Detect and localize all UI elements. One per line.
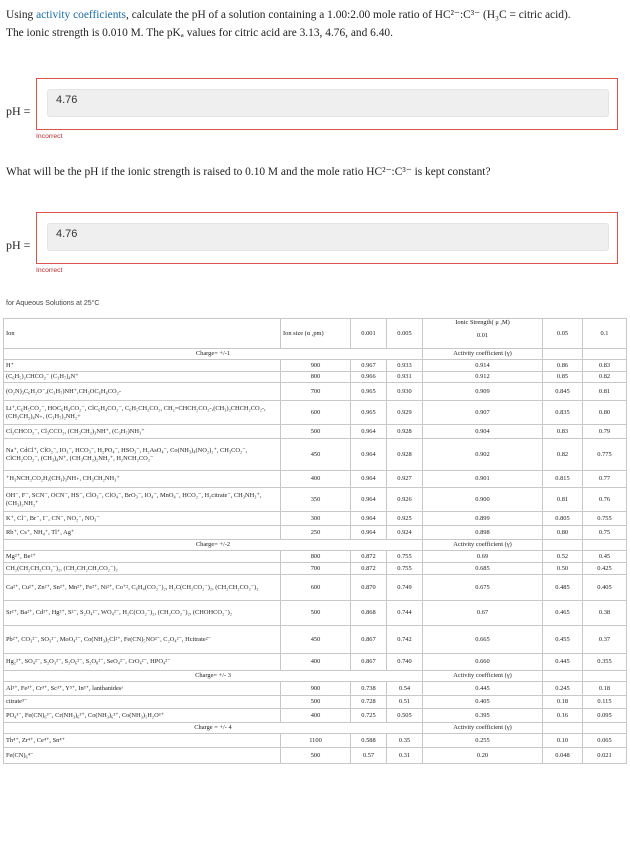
question-1-line2: The ionic strength is 0.010 M. The pKₐ values for citric acid are 3.13, 4.76, and 6.40.: [6, 27, 393, 39]
ion-size-cell: 300: [281, 512, 351, 526]
ion-size-cell: 600: [281, 401, 351, 425]
coefficient-cell: 0.86: [543, 360, 583, 372]
coefficient-cell: 0.904: [423, 425, 543, 439]
ion-size-cell: 600: [281, 575, 351, 601]
ion-cell: OH⁻, F⁻, SCN⁻, OCN⁻, HS⁻, ClO₃⁻, ClO₄⁻, BrO₃⁻, IO₄⁻, MnO₄⁻, HCO₂⁻, H₂citrate⁻, CH₃NH₃⁺, (CH₃)₂NH₂⁺: [4, 488, 281, 512]
coefficient-cell: 0.395: [423, 709, 543, 723]
ion-size-cell: 500: [281, 601, 351, 626]
question-1: [6, 6, 624, 42]
coefficient-cell: 0.740: [387, 654, 423, 671]
coefficient-cell: 0.85: [543, 372, 583, 383]
empty-cell: [543, 540, 583, 551]
ion-cell: ⁺H₃NCH₂CO₂H,(CH₃)₃NH₊, CH₃CH₂NH₃⁺: [4, 471, 281, 488]
ion-cell: Pb²⁺, CO₃²⁻, SO₃²⁻, MoO₄²⁻, Co(NH₃)₅Cl²⁺, Fe(CN)₅NO²⁻, C₂O₄²⁻, Hcitrate²⁻: [4, 626, 281, 654]
coefficient-cell: 0.355: [583, 654, 627, 671]
activity-coefficient-label: Activity coefficient (γ): [423, 671, 543, 682]
coefficient-cell: 0.20: [423, 748, 543, 764]
ion-size-cell: 700: [281, 563, 351, 575]
coefficient-cell: 0.902: [423, 439, 543, 471]
coefficient-cell: 0.81: [583, 383, 627, 401]
ion-cell: Rb⁺, Cs⁺, NH₄⁺, Tl⁺, Ag⁺: [4, 526, 281, 540]
coefficient-cell: 0.742: [387, 626, 423, 654]
table-row: [4, 654, 627, 671]
ion-size-cell: 900: [281, 360, 351, 372]
coefficient-cell: 0.35: [387, 734, 423, 748]
coefficient-cell: 0.925: [387, 512, 423, 526]
coefficient-cell: 0.76: [583, 488, 627, 512]
coefficient-cell: 0.931: [387, 372, 423, 383]
coefficient-cell: 0.967: [351, 360, 387, 372]
question-2: What will be the pH if the ionic strength is raised to 0.10 M and the mole ratio HC²⁻:C³⁻ is kept constant?: [6, 166, 491, 178]
coefficient-cell: 0.872: [351, 551, 387, 563]
ion-size-cell: 1100: [281, 734, 351, 748]
answer-1-label: pH =: [6, 104, 31, 118]
ion-size-cell: 500: [281, 748, 351, 764]
header-mu-2: 0.005: [387, 319, 423, 349]
table-row: [4, 734, 627, 748]
coefficient-cell: 0.924: [387, 526, 423, 540]
empty-cell: [583, 723, 627, 734]
table-row: [4, 471, 627, 488]
coefficient-cell: 0.930: [387, 383, 423, 401]
header-ion: Ion: [4, 319, 281, 349]
coefficient-cell: 0.907: [423, 401, 543, 425]
coefficient-cell: 0.82: [543, 439, 583, 471]
coefficient-cell: 0.67: [423, 601, 543, 626]
coefficient-cell: 0.870: [351, 575, 387, 601]
header-mu-5: 0.1: [583, 319, 627, 349]
header-mu-1: 0.001: [351, 319, 387, 349]
coefficient-cell: 0.900: [423, 488, 543, 512]
coefficient-cell: 0.095: [583, 709, 627, 723]
ion-cell: Th⁴⁺, Zr⁴⁺, Ce⁴⁺, Sn⁴⁺: [4, 734, 281, 748]
empty-cell: [583, 671, 627, 682]
coefficient-cell: 0.10: [543, 734, 583, 748]
answer-2-label: pH =: [6, 238, 31, 252]
coefficient-cell: 0.665: [423, 626, 543, 654]
activity-coefficient-table: [3, 318, 627, 764]
coefficient-cell: 0.899: [423, 512, 543, 526]
answer-1-input[interactable]: 4.76: [47, 89, 609, 117]
table-row: [4, 488, 627, 512]
table-row: [4, 575, 627, 601]
coefficient-cell: 0.964: [351, 526, 387, 540]
table-row: [4, 526, 627, 540]
coefficient-cell: 0.52: [543, 551, 583, 563]
answer-1-box: [36, 78, 618, 130]
coefficient-cell: 0.928: [387, 425, 423, 439]
table-caption: for Aqueous Solutions at 25°C: [6, 300, 100, 307]
coefficient-cell: 0.45: [583, 551, 627, 563]
answer-2-box: [36, 212, 618, 264]
coefficient-cell: 0.964: [351, 471, 387, 488]
header-ion-size: Ion size (α ,pm): [281, 319, 351, 349]
coefficient-cell: 0.964: [351, 488, 387, 512]
coefficient-cell: 0.901: [423, 471, 543, 488]
coefficient-cell: 0.675: [423, 575, 543, 601]
coefficient-cell: 0.50: [543, 563, 583, 575]
coefficient-cell: 0.83: [583, 360, 627, 372]
coefficient-cell: 0.75: [583, 526, 627, 540]
ion-size-cell: 500: [281, 425, 351, 439]
ion-cell: K⁺, Cl⁻, Br⁻, I⁻, CN⁻, NO₂⁻, NO₃⁻: [4, 512, 281, 526]
coefficient-cell: 0.964: [351, 439, 387, 471]
ion-cell: Ca²⁺, Cu²⁺, Zn²⁺, Sn²⁺, Mn²⁺, Fe²⁺, Ni²⁺, Co⁺², C₆H₄(CO₂⁻)₂, H₂C(CH₂CO₂⁻)₂, (CH₂CH₂CO₂⁻)₂: [4, 575, 281, 601]
table-row: [4, 425, 627, 439]
coefficient-cell: 0.725: [351, 709, 387, 723]
coefficient-cell: 0.405: [583, 575, 627, 601]
coefficient-cell: 0.755: [387, 551, 423, 563]
coefficient-cell: 0.38: [583, 601, 627, 626]
coefficient-cell: 0.048: [543, 748, 583, 764]
coefficient-cell: 0.80: [543, 526, 583, 540]
coefficient-cell: 0.872: [351, 563, 387, 575]
coefficient-cell: 0.445: [423, 682, 543, 696]
coefficient-cell: 0.867: [351, 626, 387, 654]
coefficient-cell: 0.51: [387, 696, 423, 709]
ion-cell: citrate³⁻: [4, 696, 281, 709]
coefficient-cell: 0.81: [543, 488, 583, 512]
coefficient-cell: 0.405: [423, 696, 543, 709]
coefficient-cell: 0.805: [543, 512, 583, 526]
header-mu-4: 0.05: [543, 319, 583, 349]
empty-cell: [543, 671, 583, 682]
coefficient-cell: 0.927: [387, 471, 423, 488]
empty-cell: [543, 349, 583, 360]
coefficient-cell: 0.965: [351, 401, 387, 425]
coefficient-cell: 0.16: [543, 709, 583, 723]
coefficient-cell: 0.744: [387, 601, 423, 626]
coefficient-cell: 0.965: [351, 383, 387, 401]
coefficient-cell: 0.69: [423, 551, 543, 563]
coefficient-cell: 0.928: [387, 439, 423, 471]
coefficient-cell: 0.755: [583, 512, 627, 526]
ion-cell: H⁺: [4, 360, 281, 372]
coefficient-cell: 0.964: [351, 512, 387, 526]
coefficient-cell: 0.245: [543, 682, 583, 696]
coefficient-cell: 0.115: [583, 696, 627, 709]
ion-size-cell: 900: [281, 682, 351, 696]
answer-2-status: Incorrect: [36, 267, 63, 274]
coefficient-cell: 0.37: [583, 626, 627, 654]
ion-size-cell: 400: [281, 654, 351, 671]
table-row: [4, 748, 627, 764]
coefficient-cell: 0.660: [423, 654, 543, 671]
ion-size-cell: 450: [281, 626, 351, 654]
coefficient-cell: 0.929: [387, 401, 423, 425]
header-ionic-strength: Ionic Strength( μ ,M): [455, 319, 510, 326]
ion-size-cell: 450: [281, 439, 351, 471]
ion-size-cell: 500: [281, 696, 351, 709]
coefficient-cell: 0.79: [583, 425, 627, 439]
coefficient-cell: 0.18: [583, 682, 627, 696]
activity-coefficient-label: Activity coefficient (γ): [423, 540, 543, 551]
coefficient-cell: 0.485: [543, 575, 583, 601]
coefficient-cell: 0.685: [423, 563, 543, 575]
table-row: [4, 601, 627, 626]
question-1-rest: , calculate the pH of a solution containing a 1.00:2.00 mole ratio of HC²⁻:C³⁻ (H₃C = citric acid).: [126, 9, 571, 21]
coefficient-cell: 0.867: [351, 654, 387, 671]
activity-coefficients-link[interactable]: activity coefficients: [36, 9, 126, 21]
coefficient-cell: 0.749: [387, 575, 423, 601]
coefficient-cell: 0.898: [423, 526, 543, 540]
ion-size-cell: 400: [281, 709, 351, 723]
coefficient-cell: 0.80: [583, 401, 627, 425]
table-row: [4, 383, 627, 401]
coefficient-cell: 0.18: [543, 696, 583, 709]
ion-cell: Li⁺,C₆H₅CO₂⁻, HOC₆H₄CO₂⁻, ClC₆H₄CO₂⁻, C₆H₅CH₂CO₂, CH₂=CHCH₂CO₂-,(CH₃)₂CHCH₂CO₂-, (CH₃CH₂)₄N₊, (C₃H₇)₂NH₂+: [4, 401, 281, 425]
coefficient-cell: 0.964: [351, 425, 387, 439]
coefficient-cell: 0.465: [543, 601, 583, 626]
coefficient-cell: 0.845: [543, 383, 583, 401]
ion-cell: Mg²⁺, Be²⁺: [4, 551, 281, 563]
coefficient-cell: 0.54: [387, 682, 423, 696]
coefficient-cell: 0.912: [423, 372, 543, 383]
ion-cell: Fe(CN)₆⁴⁻: [4, 748, 281, 764]
coefficient-cell: 0.83: [543, 425, 583, 439]
table-row: [4, 401, 627, 425]
empty-cell: [583, 540, 627, 551]
activity-coefficient-label: Activity coefficient (γ): [423, 349, 543, 360]
coefficient-cell: 0.815: [543, 471, 583, 488]
ion-size-cell: 350: [281, 488, 351, 512]
answer-2-input[interactable]: 4.76: [47, 223, 609, 251]
coefficient-cell: 0.588: [351, 734, 387, 748]
coefficient-cell: 0.909: [423, 383, 543, 401]
coefficient-cell: 0.755: [387, 563, 423, 575]
coefficient-cell: 0.728: [351, 696, 387, 709]
table-row: [4, 696, 627, 709]
coefficient-cell: 0.926: [387, 488, 423, 512]
coefficient-cell: 0.505: [387, 709, 423, 723]
coefficient-cell: 0.868: [351, 601, 387, 626]
table-row: [4, 551, 627, 563]
coefficient-cell: 0.775: [583, 439, 627, 471]
table-row: [4, 512, 627, 526]
table-row: [4, 439, 627, 471]
coefficient-cell: 0.835: [543, 401, 583, 425]
header-mu-3-value: 0.01: [476, 332, 489, 340]
ion-cell: Hg₂²⁺, SO₄²⁻, S₂O₃²⁻, S₂O₆²⁻, S₂O₈²⁻, SeO₄²⁻, CrO₄²⁻, HPO₄²⁻: [4, 654, 281, 671]
coefficient-cell: 0.914: [423, 360, 543, 372]
ion-cell: Cl₂CHCO₂⁻, Cl₃CCO₂, (CH₃CH₂)₃NH⁺, (C₃H₇)NH₃⁺: [4, 425, 281, 439]
charge-band-label: Charge= +/- 3: [4, 671, 423, 682]
coefficient-cell: 0.57: [351, 748, 387, 764]
ion-size-cell: 800: [281, 372, 351, 383]
charge-band-label: Charge= +/-1: [4, 349, 423, 360]
ion-cell: Sr²⁺, Ba²⁺, Cd²⁺, Hg²⁺, S²⁻, S₂O₄²⁻, WO₄²⁻, H₂C(CO₂⁻)₂, (CH₂CO₂⁻)₂, (CHOHCO₂⁻)₂: [4, 601, 281, 626]
ion-cell: (O₂N)₃C₆H₂O⁻,(C₃H₇)NH⁺,CH₃OC₆H₄CO₂-: [4, 383, 281, 401]
ion-cell: PO₄³⁻, Fe(CN)₆³⁻, Cr(NH₃)₆³⁺, Co(NH₃)₆³⁺, Co(NH₃)₅H₂O³⁺: [4, 709, 281, 723]
table-row: [4, 626, 627, 654]
ion-size-cell: 400: [281, 471, 351, 488]
coefficient-cell: 0.255: [423, 734, 543, 748]
ion-size-cell: 800: [281, 551, 351, 563]
empty-cell: [583, 349, 627, 360]
ion-cell: Na⁺, CdCl⁺, ClO₂⁻, IO₃⁻, HCO₃⁻, H₂PO₄⁻, HSO₃⁻, H₂AsO₄⁻, Co(NH₃)₄(NO₂)₂⁺, CH₃CO₂⁻, ClCH₂CO₂⁻, (CH₃)₄N⁺, (CH₃CH₂)₂NH₂⁺, H₂NCH₂CO₂⁻: [4, 439, 281, 471]
coefficient-cell: 0.82: [583, 372, 627, 383]
coefficient-cell: 0.966: [351, 372, 387, 383]
table-row: [4, 563, 627, 575]
charge-band-label: Charge= +/-2: [4, 540, 423, 551]
coefficient-cell: 0.738: [351, 682, 387, 696]
table-row: [4, 709, 627, 723]
question-1-prefix: Using: [6, 9, 37, 21]
activity-coefficient-label: Activity coefficient (γ): [423, 723, 543, 734]
coefficient-cell: 0.455: [543, 626, 583, 654]
coefficient-cell: 0.425: [583, 563, 627, 575]
coefficient-cell: 0.31: [387, 748, 423, 764]
ion-cell: Al³⁺, Fe³⁺, Cr³⁺, Sc³⁺, Y³⁺, In³⁺, lanthanidesᵃ: [4, 682, 281, 696]
ion-cell: CH₂(CH₂CH₂CO₂⁻)₂, (CH₂CH₂CH₂CO₂⁻)₂: [4, 563, 281, 575]
table-row: [4, 372, 627, 383]
ion-cell: (C₆H₅)₂CHCO₂⁻ (C₃H₇)₄N⁺: [4, 372, 281, 383]
ion-size-cell: 250: [281, 526, 351, 540]
answer-1-status: Incorrect: [36, 133, 63, 140]
coefficient-cell: 0.77: [583, 471, 627, 488]
empty-cell: [543, 723, 583, 734]
coefficient-cell: 0.445: [543, 654, 583, 671]
charge-band-label: Charge = +/- 4: [4, 723, 423, 734]
header-mu-3: [423, 319, 543, 349]
ion-size-cell: 700: [281, 383, 351, 401]
coefficient-cell: 0.933: [387, 360, 423, 372]
coefficient-cell: 0.065: [583, 734, 627, 748]
table-row: [4, 360, 627, 372]
coefficient-cell: 0.021: [583, 748, 627, 764]
table-row: [4, 682, 627, 696]
